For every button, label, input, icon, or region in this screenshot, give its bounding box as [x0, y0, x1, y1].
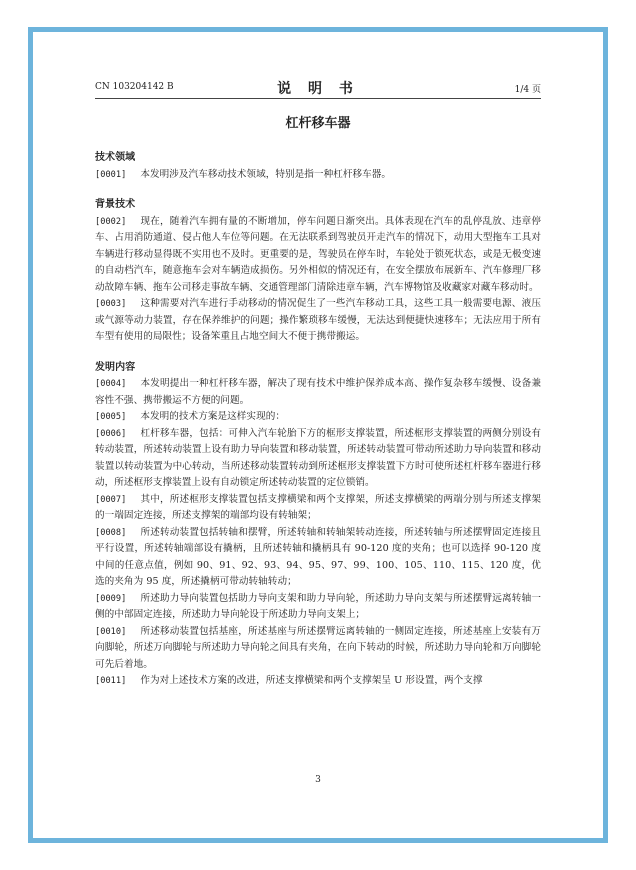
page-number: 3 — [315, 775, 321, 785]
paragraph-text: 本发明涉及汽车移动技术领域，特别是指一种杠杆移车器。 — [140, 168, 392, 180]
paragraph — [95, 376, 541, 409]
section-heading: 技术领域 — [95, 152, 136, 163]
paragraph — [95, 673, 541, 690]
paragraph-text: 所述助力导向装置包括助力导向支架和助力导向轮，所述助力导向支架与所述摆臂远离转轴一侧的中部固定连接，所述助力导向轮设于所述助力导向支架上； — [95, 592, 541, 620]
section-heading: 发明内容 — [95, 361, 136, 373]
paragraph-text: 所述转动装置包括转轴和摆臂，所述转轴和转轴架转动连接，所述转轴与所述摆臂固定连接且平行设置，所述转轴端部设有撬柄，且所述转轴和撬柄具有 90-120 度的夹角；也可以选择 90-120 度中间的任意点值，例如 90、91、92、93、94、95、97、99、100、105、110、115、120 度，优选的夹角为 95 度，所述撬柄可带动转轴转动； — [95, 526, 541, 587]
paragraph-text: 现在，随着汽车拥有量的不断增加，停车问题日渐突出。具体表现在汽车的乱停乱放、违章停车、占用消防通道、侵占他人车位等问题。在无法联系到驾驶员开走汽车的情况下，动用大型拖车工具对车辆进行移动显得既不实用也不及时。更重要的是，驾驶员在停车时，车轮处于锁死状态，或是无极变速的自动档汽车，随意拖车会对车辆造成损伤。另外相似的情况还有，在安全摆放布展新车、汽车修理厂移动故障车辆、拖车公司移走事故车辆、交通管理部门清除违章车辆，汽车博物馆及收藏家对藏车移动时。 — [95, 215, 541, 293]
document-body — [95, 150, 541, 690]
paragraph-number: [0001] — [95, 169, 127, 180]
paragraph — [95, 426, 541, 492]
paragraph-number: [0010] — [95, 626, 127, 637]
paragraph — [95, 492, 541, 525]
paragraph — [95, 409, 541, 426]
paragraph — [95, 591, 541, 624]
paragraph-number: [0003] — [95, 299, 127, 309]
paragraph-text: 本发明提出一种杠杆移车器，解决了现有技术中维护保养成本高、操作复杂移车缓慢、设备兼容性不强、携带搬运不方便的问题。 — [95, 378, 541, 406]
paragraph-number: [0004] — [95, 379, 127, 389]
paragraph-text: 作为对上述技术方案的改进，所述支撑横梁和两个支撑架呈 U 形设置，两个支撑 — [140, 675, 483, 686]
paragraph-text: 其中，所述框形支撑装置包括支撑横梁和两个支撑架，所述支撑横梁的两端分别与所述支撑架的一端固定连接，所述支撑架的端部均设有转轴架； — [95, 493, 541, 521]
paragraph-number: [0008] — [95, 527, 127, 538]
paragraph — [95, 214, 541, 297]
paragraph — [95, 296, 541, 346]
paragraph-text: 本发明的技术方案是这样实现的： — [140, 411, 285, 422]
paragraph-number: [0011] — [95, 676, 127, 686]
page-header — [95, 78, 541, 99]
paragraph-text: 所述移动装置包括基座，所述基座与所述摆臂远离转轴的一侧固定连接，所述基座上安装有万向脚轮，所述万向脚轮与所述助力导向轮之间具有夹角，在向下转动的时候，所述助力导向轮和万向脚轮可先后着地。 — [95, 625, 541, 670]
paragraph-number: [0006] — [95, 428, 127, 439]
paragraph — [95, 525, 541, 591]
section-heading: 背景技术 — [95, 199, 136, 210]
paragraph-text: 这种需要对汽车进行手动移动的情况促生了一些汽车移动工具，这些工具一般需要电源、液压或气源等动力装置，存在保养维护的问题；操作繁琐移车缓慢，无法达到便捷快速移车；无法应用于所有车型有使用的局限性；设备笨重且占地空间大不便于携带搬运。 — [95, 298, 541, 342]
paragraph — [95, 624, 541, 674]
paragraph-number: [0005] — [95, 412, 127, 422]
document-title: 杠杆移车器 — [285, 116, 351, 131]
paragraph-number: [0009] — [95, 593, 127, 604]
paragraph — [95, 167, 541, 184]
document-type: 说 明 书 — [277, 81, 359, 97]
paragraph-text: 杠杆移车器，包括：可伸入汽车轮胎下方的框形支撑装置，所述框形支撑装置的两侧分别设有转动装置，所述转动装置上设有助力导向装置和移动装置，所述转动装置可带动所述助力导向装置和移动装置以转动装置为中心转动，当所述移动装置转动到所述框形支撑装置下方时可使所述杠杆移车器进行移动，所述框形支撑装置上设有自动锁定所述转动装置的定位锁销。 — [95, 427, 541, 488]
paragraph-number: [0007] — [95, 494, 127, 505]
paragraph-number: [0002] — [95, 216, 127, 227]
page-indicator: 1/4 页 — [514, 85, 541, 95]
patent-number: CN 103204142 B — [95, 82, 174, 92]
